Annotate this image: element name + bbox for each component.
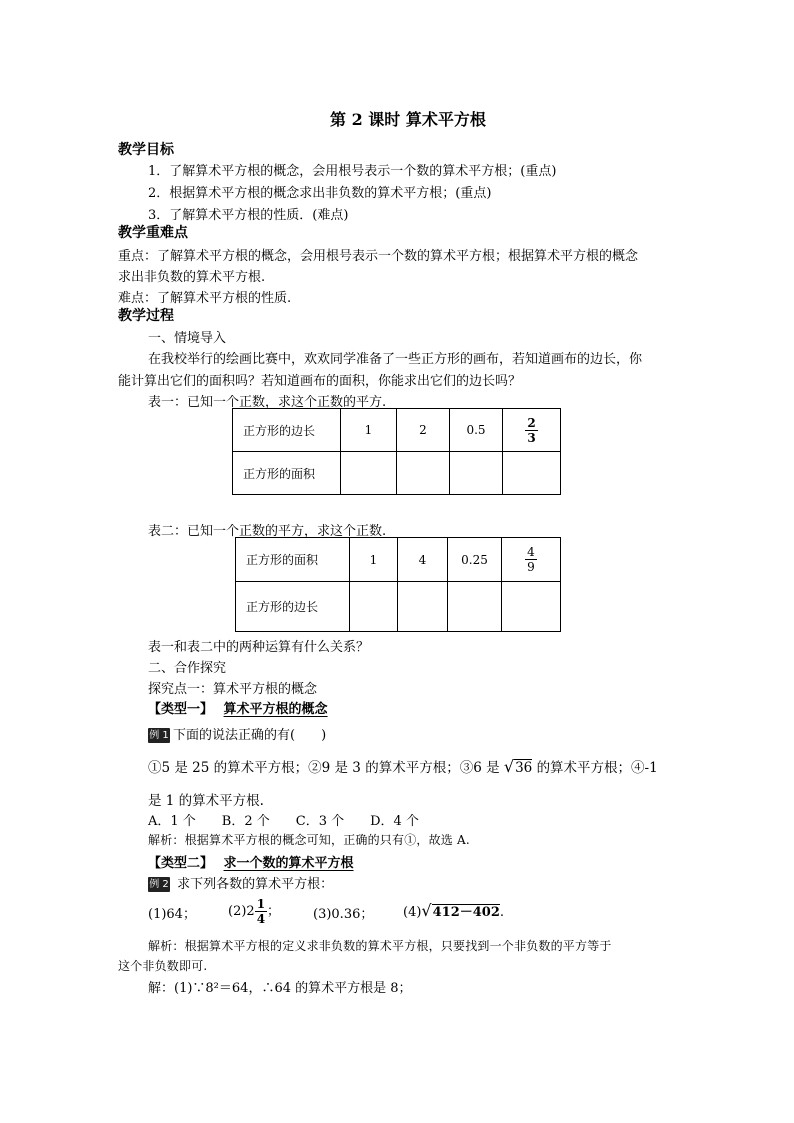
table-cell: 4 bbox=[398, 538, 448, 582]
type1-title: 算术平方根的概念 bbox=[223, 702, 328, 717]
intro-text-line2: 能计算出它们的面积吗？若知道画布的面积，你能求出它们的边长吗？ bbox=[118, 374, 522, 389]
table-cell: 1 bbox=[341, 409, 397, 452]
objective-item: 3．了解算术平方根的性质．(难点) bbox=[148, 208, 349, 223]
table-header-cell: 正方形的边长 bbox=[236, 582, 350, 632]
mixed-number-whole: (2)2 bbox=[228, 904, 255, 919]
separator: ； bbox=[267, 904, 281, 919]
table-cell bbox=[503, 452, 561, 495]
fraction-denominator: 3 bbox=[527, 430, 536, 445]
table-cell: 1 bbox=[350, 538, 398, 582]
example2-item2 bbox=[228, 897, 280, 926]
example1-text: 下面的说法正确的有( ) bbox=[173, 728, 327, 743]
fraction bbox=[255, 897, 267, 926]
table-cell bbox=[350, 582, 398, 632]
sqrt-radicand: 412－402 bbox=[432, 905, 500, 920]
table-1 bbox=[232, 408, 561, 495]
intro-text-line1: 在我校举行的绘画比赛中，欢欢同学准备了一些正方形的画布，若知道画布的边长，你 bbox=[148, 352, 643, 367]
table-header-cell: 正方形的面积 bbox=[233, 452, 341, 495]
section-explore-heading: 二、合作探究 bbox=[148, 661, 227, 676]
table-cell bbox=[448, 582, 502, 632]
statement-text: 的算术平方根；④-1 bbox=[536, 760, 658, 776]
example2-analysis-line2: 这个非负数即可. bbox=[118, 959, 208, 973]
table-cell: 2 bbox=[397, 409, 450, 452]
table-cell bbox=[341, 452, 397, 495]
objective-item: 2．根据算术平方根的概念求出非负数的算术平方根；(重点) bbox=[148, 186, 492, 201]
table1-caption: 表一：已知一个正数，求这个正数的平方. bbox=[148, 395, 387, 410]
table-cell bbox=[398, 582, 448, 632]
example1-options: A．1 个 B．2 个 C．3 个 D．4 个 bbox=[148, 814, 419, 829]
example2-item1: (1)64； bbox=[148, 907, 196, 922]
objectives-heading: 教学目标 bbox=[118, 142, 174, 158]
focus-text-line1: 重点：了解算术平方根的概念，会用根号表示一个数的算术平方根；根据算术平方根的概念 bbox=[118, 249, 639, 264]
table-cell bbox=[450, 452, 503, 495]
focus-text-line2: 求出非负数的算术平方根. bbox=[118, 270, 266, 285]
table-cell: 0.25 bbox=[448, 538, 502, 582]
section-intro-heading: 一、情境导入 bbox=[148, 331, 227, 346]
process-heading: 教学过程 bbox=[118, 308, 174, 324]
table-cell: 0.5 bbox=[450, 409, 503, 452]
objective-item: 1．了解算术平方根的概念，会用根号表示一个数的算术平方根；(重点) bbox=[148, 164, 557, 179]
table-row bbox=[236, 582, 561, 632]
fraction-numerator: 1 bbox=[256, 897, 266, 911]
page-title: 第 2 课时 算术平方根 bbox=[330, 110, 486, 129]
fraction-numerator: 4 bbox=[527, 545, 535, 559]
table-row bbox=[233, 452, 561, 495]
statement-text: ①5 是 25 的算术平方根；②9 是 3 的算术平方根；③6 是 bbox=[148, 760, 500, 776]
table-row bbox=[233, 409, 561, 452]
type1-heading bbox=[148, 698, 328, 717]
separator: . bbox=[499, 905, 505, 920]
table-cell bbox=[502, 582, 561, 632]
type2-heading bbox=[148, 852, 354, 871]
type2-title: 求一个数的算术平方根 bbox=[223, 856, 354, 871]
example2-analysis-line1: 解析：根据算术平方根的定义求非负数的算术平方根，只要找到一个非负数的平方等于 bbox=[148, 939, 612, 953]
question-text: 表一和表二中的两种运算有什么关系？ bbox=[148, 640, 370, 655]
fraction-denominator: 9 bbox=[527, 560, 535, 574]
example2-item4 bbox=[403, 901, 504, 920]
table-row bbox=[236, 538, 561, 582]
key-points-heading: 教学重难点 bbox=[118, 225, 188, 241]
table2-caption: 表二：已知一个正数的平方，求这个正数. bbox=[148, 524, 387, 539]
fraction bbox=[525, 416, 537, 445]
example2-item3: (3)0.36； bbox=[313, 907, 374, 922]
example1-statement-line2: 是 1 的算术平方根. bbox=[148, 793, 264, 809]
fraction bbox=[525, 545, 537, 574]
example2-prompt bbox=[148, 873, 333, 892]
explore-point-1: 探究点一：算术平方根的概念 bbox=[148, 682, 318, 697]
example2-text: 求下列各数的算术平方根： bbox=[177, 877, 334, 892]
fraction-denominator: 4 bbox=[256, 912, 266, 926]
type1-prefix: 【类型一】 bbox=[148, 702, 214, 717]
sqrt-icon: √ bbox=[503, 757, 515, 776]
sqrt-radicand: 36 bbox=[515, 760, 533, 776]
item-label: (4) bbox=[403, 905, 422, 920]
example-badge: 例 2 bbox=[149, 879, 169, 890]
example-badge: 例 1 bbox=[149, 730, 169, 741]
table-header-cell: 正方形的面积 bbox=[236, 538, 350, 582]
table-cell-fraction bbox=[502, 538, 561, 582]
solution-line: 解：(1)∵8²＝64，∴64 的算术平方根是 8； bbox=[148, 981, 412, 996]
table-header-cell: 正方形的边长 bbox=[233, 409, 341, 452]
example1-analysis: 解析：根据算术平方根的概念可知，正确的只有①，故选 A. bbox=[148, 833, 470, 847]
table-cell bbox=[397, 452, 450, 495]
type2-prefix: 【类型二】 bbox=[148, 856, 214, 871]
example1-prompt bbox=[148, 724, 326, 743]
fraction-numerator: 2 bbox=[527, 415, 536, 430]
table-2 bbox=[235, 537, 561, 632]
difficulty-text: 难点：了解算术平方根的性质. bbox=[118, 291, 292, 306]
example1-statements bbox=[148, 756, 658, 776]
table-cell-fraction bbox=[503, 409, 561, 452]
sqrt-icon: √ bbox=[421, 901, 432, 920]
